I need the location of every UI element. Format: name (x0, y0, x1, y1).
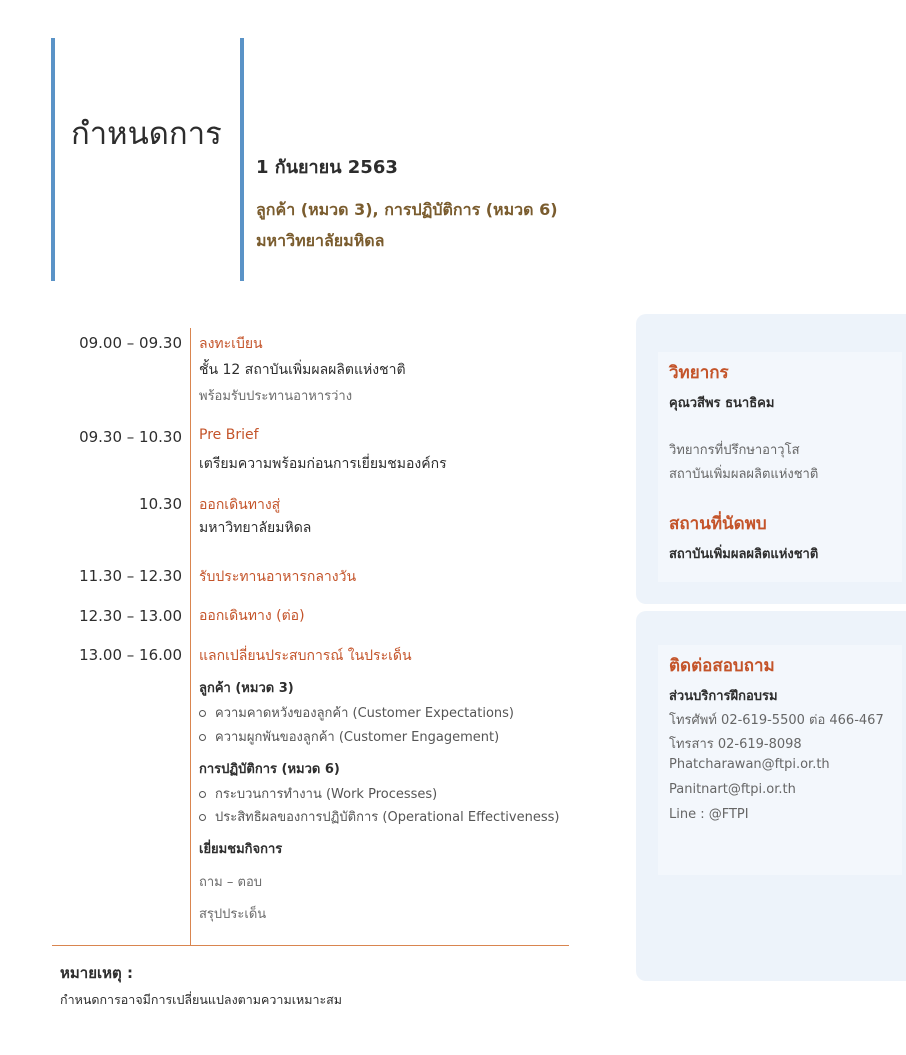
contact-title: ติดต่อสอบถาม (669, 656, 775, 676)
header-left-bar (51, 38, 55, 281)
title-e6: แลกเปลี่ยนประสบการณ์ ในประเด็น (199, 648, 412, 664)
time-e1: 09.00 – 09.30 (79, 334, 182, 352)
event-topic: ลูกค้า (หมวด 3), การปฏิบัติการ (หมวด 6) (256, 200, 558, 219)
title-e5: ออกเดินทาง (ต่อ) (199, 608, 305, 624)
visit-label: เยี่ยมชมกิจการ (199, 842, 283, 857)
time-e4: 11.30 – 12.30 (79, 567, 182, 585)
remark-text: กำหนดการอาจมีการเปลี่ยนแปลงตามความเหมาะสม (60, 992, 343, 1007)
group2-item: กระบวนการทำงาน (Work Processes) (199, 783, 437, 804)
header-mid-bar (240, 38, 244, 281)
bullet-icon (199, 791, 206, 798)
bullet-icon (199, 734, 206, 741)
group1-item: ความผูกพันของลูกค้า (Customer Engagement) (199, 726, 499, 747)
group2-title: การปฏิบัติการ (หมวด 6) (199, 762, 340, 777)
event-venue: มหาวิทยาลัยมหิดล (256, 231, 385, 250)
page-title: กำหนดการ (71, 116, 222, 152)
contact-email-1[interactable]: Phatcharawan@ftpi.or.th (669, 757, 830, 772)
bullet-icon (199, 710, 206, 717)
contact-dept: ส่วนบริการฝึกอบรม (669, 689, 778, 704)
timeline-divider (190, 328, 191, 946)
sub-e1: ชั้น 12 สถาบันเพิ่มผลผลิตแห่งชาติ (199, 362, 406, 378)
note-e1: พร้อมรับประทานอาหารว่าง (199, 389, 353, 404)
contact-fax: โทรสาร 02-619-8098 (669, 737, 802, 752)
sub-e2: เตรียมความพร้อมก่อนการเยี่ยมชมองค์กร (199, 456, 447, 472)
time-e5: 12.30 – 13.00 (79, 607, 182, 625)
speaker-title: วิทยากร (669, 363, 729, 383)
title-e1: ลงทะเบียน (199, 336, 263, 352)
qa-label: ถาม – ตอบ (199, 875, 263, 890)
meeting-place-title: สถานที่นัดพบ (669, 514, 767, 534)
bullet-icon (199, 814, 206, 821)
title-e3: ออกเดินทางสู่ (199, 497, 281, 513)
group1-title: ลูกค้า (หมวด 3) (199, 681, 294, 696)
footer-divider (52, 945, 569, 946)
time-e6: 13.00 – 16.00 (79, 646, 182, 664)
time-e2: 09.30 – 10.30 (79, 428, 182, 446)
time-e3: 10.30 (139, 495, 182, 513)
speaker-name: คุณวสีพร ธนาธิคม (669, 396, 775, 411)
remark-title: หมายเหตุ : (60, 964, 133, 982)
contact-phone: โทรศัพท์ 02-619-5500 ต่อ 466-467 (669, 713, 884, 728)
event-date: 1 กันยายน 2563 (256, 157, 398, 178)
group1-item: ความคาดหวังของลูกค้า (Customer Expectations) (199, 702, 514, 723)
speaker-org: สถาบันเพิ่มผลผลิตแห่งชาติ (669, 467, 819, 482)
title-e4: รับประทานอาหารกลางวัน (199, 569, 357, 585)
title-e2: Pre Brief (199, 427, 259, 443)
contact-line: Line : @FTPI (669, 807, 749, 822)
group2-item: ประสิทธิผลของการปฏิบัติการ (Operational Effectiveness) (199, 806, 559, 827)
contact-email-2[interactable]: Panitnart@ftpi.or.th (669, 782, 796, 797)
meeting-place: สถาบันเพิ่มผลผลิตแห่งชาติ (669, 547, 819, 562)
summary-label: สรุปประเด็น (199, 907, 267, 922)
speaker-role: วิทยากรที่ปรึกษาอาวุโส (669, 443, 800, 458)
sub-e3: มหาวิทยาลัยมหิดล (199, 520, 312, 536)
